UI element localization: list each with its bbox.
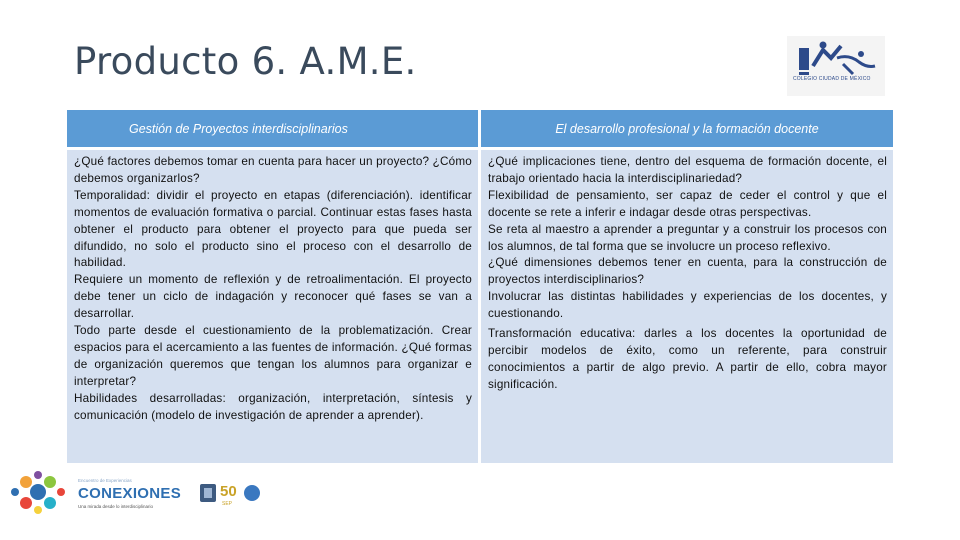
comparison-table	[67, 110, 893, 463]
cell-paragraph: Temporalidad: dividir el proyecto en etapas (diferenciación). identificar momentos de evaluación formativa o parcial. Continuar estas fases hasta obtener el producto para obtener el proyecto para que pueda ser difundido, no solo el producto sino el proceso con el desarrollo de habilidad.	[74, 188, 472, 270]
brand-tagline: Una mirada desde lo interdisciplinario	[78, 504, 154, 509]
header-professional-development: El desarrollo profesional y la formación docente	[481, 110, 893, 147]
brand-name: CONEXIONES	[78, 485, 182, 502]
school-logo	[787, 36, 885, 96]
cell-paragraph: Se reta al maestro a aprender a preguntar y a construir los procesos con los alumnos, de tal forma que se involucre un proceso reflexivo.	[488, 222, 887, 253]
cell-paragraph: Flexibilidad de pensamiento, ser capaz de ceder el control y que el docente se rete a inferir e indagar desde otras perspectivas.	[488, 188, 887, 219]
cell-paragraph: Involucrar las distintas habilidades y experiencias de los docentes, y cuestionando.	[488, 290, 887, 321]
brand-tagline-top: Encuentro de Experiencias	[78, 478, 132, 483]
school-logo-text: COLEGIO CIUDAD DE MÉXICO	[793, 76, 871, 82]
cell-paragraph: Requiere un momento de reflexión y de retroalimentación. El proyecto debe tener un ciclo de indagación y reconocer qué fases se van a desarrollar.	[74, 273, 472, 321]
cell-paragraph: ¿Qué dimensiones debemos tener en cuenta, para la construcción de proyectos interdisciplinarios?	[488, 256, 887, 287]
anniversary-badge: 50	[220, 483, 237, 500]
cell-paragraph: Habilidades desarrolladas: organización, interpretación, síntesis y comunicación (modelo de investigación de aprender a aprender).	[74, 391, 472, 422]
cell-paragraph: ¿Qué implicaciones tiene, dentro del esquema de formación docente, el trabajo orientado hacia la interdisciplinariedad?	[488, 155, 887, 185]
footer-logos	[10, 470, 265, 518]
cell-paragraph: Transformación educativa: darles a los docentes la oportunidad de percibir modelos de éxito, como un referente, para construir conocimientos a partir de algo previo. A partir de ello, cobra mayor significación.	[488, 327, 887, 391]
school-logo-icon	[787, 36, 885, 96]
header-project-management: Gestión de Proyectos interdisciplinarios	[67, 110, 478, 147]
page-title: Producto 6. A.M.E.	[74, 40, 417, 83]
anniversary-badge-label: SEP	[222, 501, 233, 507]
cell-professional-development	[481, 150, 893, 463]
cell-paragraph: ¿Qué factores debemos tomar en cuenta para hacer un proyecto? ¿Cómo debemos organizarlos?	[74, 155, 472, 185]
cell-paragraph: Todo parte desde el cuestionamiento de la problematización. Crear espacios para el acercamiento a las fuentes de información. ¿Qué formas de organización queremos que tengan los alumnos para organizar e interpretar?	[74, 324, 472, 388]
cell-project-management	[67, 150, 478, 463]
